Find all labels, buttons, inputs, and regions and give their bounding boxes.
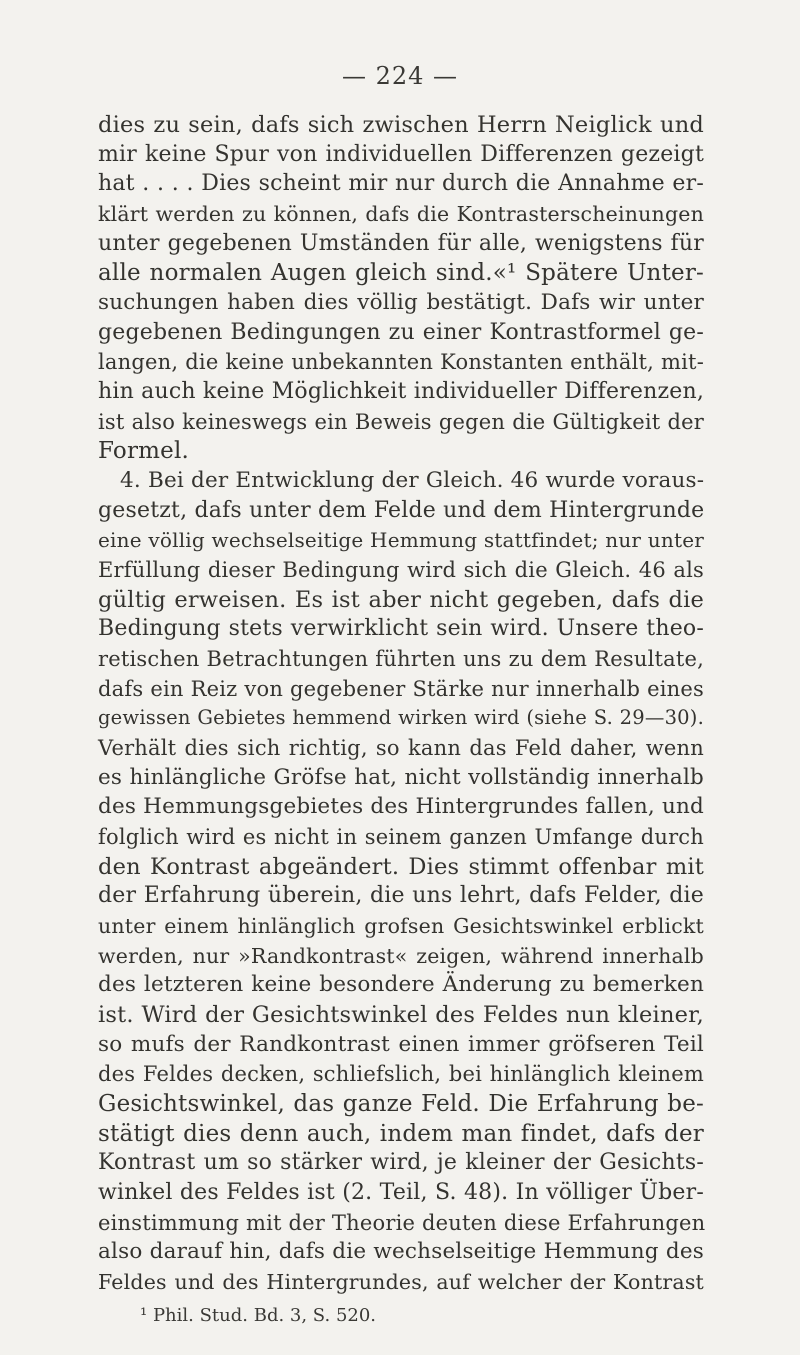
- text-line: klärt werden zu können, dafs die Kontrasterscheinungen: [98, 202, 704, 226]
- text-line: es hinlängliche Gröfse hat, nicht vollständig innerhalb: [98, 765, 704, 790]
- text-line: gegebenen Bedingungen zu einer Kontrastformel ge-: [98, 320, 704, 345]
- text-line: des Hemmungsgebietes des Hintergrundes fallen, und: [98, 794, 704, 819]
- text-line: Verhält dies sich richtig, so kann das Feld daher, wenn: [98, 736, 704, 760]
- text-line: folglich wird es nicht in seinem ganzen Umfange durch: [98, 825, 704, 849]
- text-line: unter einem hinlänglich grofsen Gesichtswinkel erblickt: [98, 914, 704, 938]
- text-line: den Kontrast abgeändert. Dies stimmt offenbar mit: [98, 854, 704, 880]
- text-line: retischen Betrachtungen führten uns zu dem Resultate,: [98, 647, 704, 671]
- text-line: mir keine Spur von individuellen Differenzen gezeigt: [98, 142, 704, 167]
- text-line: dafs ein Reiz von gegebener Stärke nur innerhalb eines: [98, 677, 704, 701]
- text-line: stätigt dies denn auch, indem man findet, dafs der: [98, 1121, 704, 1147]
- text-line: werden, nur »Randkontrast« zeigen, während innerhalb: [98, 944, 704, 968]
- text-line: 4. Bei der Entwicklung der Gleich. 46 wurde voraus-: [120, 468, 705, 493]
- text-line: langen, die keine unbekannten Konstanten enthält, mit-: [98, 350, 704, 374]
- text-line: Gesichtswinkel, das ganze Feld. Die Erfahrung be-: [98, 1091, 704, 1117]
- text-line: dies zu sein, dafs sich zwischen Herrn Neiglick und: [98, 112, 704, 138]
- text-line: ist also keineswegs ein Beweis gegen die Gültigkeit der: [98, 410, 704, 434]
- text-line: Erfüllung dieser Bedingung wird sich die Gleich. 46 als: [98, 558, 704, 582]
- text-line: der Erfahrung überein, die uns lehrt, dafs Felder, die: [98, 883, 704, 908]
- text-line: eine völlig wechselseitige Hemmung stattfindet; nur unter: [98, 528, 704, 552]
- text-line: gesetzt, dafs unter dem Felde und dem Hintergrunde: [98, 498, 705, 523]
- page-number: — 224 —: [341, 62, 459, 90]
- text-line: ist. Wird der Gesichtswinkel des Feldes nun kleiner,: [98, 1002, 704, 1028]
- text-line: des letzteren keine besondere Änderung zu bemerken: [98, 972, 704, 997]
- text-line: winkel des Feldes ist (2. Teil, S. 48). In völliger Über-: [98, 1180, 704, 1205]
- footnote: ¹ Phil. Stud. Bd. 3, S. 520.: [140, 1305, 377, 1326]
- text-line: hin auch keine Möglichkeit individueller Differenzen,: [98, 379, 705, 404]
- text-line: Formel.: [98, 438, 190, 464]
- text-line: einstimmung mit der Theorie deuten diese Erfahrungen: [98, 1211, 706, 1235]
- text-line: gewissen Gebietes hemmend wirken wird (siehe S. 29—30).: [98, 706, 704, 729]
- text-line: suchungen haben dies völlig bestätigt. Dafs wir unter: [98, 290, 704, 315]
- text-line: also darauf hin, dafs die wechselseitige Hemmung des: [98, 1239, 704, 1264]
- text-line: gültig erweisen. Es ist aber nicht gegeben, dafs die: [98, 587, 704, 613]
- text-line: alle normalen Augen gleich sind.«¹ Spätere Unter-: [98, 260, 704, 286]
- text-line: Feldes und des Hintergrundes, auf welcher der Kontrast: [98, 1270, 704, 1294]
- text-line: des Feldes decken, schliefslich, bei hinlänglich kleinem: [98, 1062, 704, 1086]
- text-line: Kontrast um so stärker wird, je kleiner der Gesichts-: [98, 1150, 704, 1175]
- text-line: hat . . . . Dies scheint mir nur durch die Annahme er-: [98, 171, 704, 196]
- text-line: so mufs der Randkontrast einen immer gröfseren Teil: [98, 1032, 704, 1057]
- text-line: Bedingung stets verwirklicht sein wird. Unsere theo-: [98, 616, 704, 641]
- text-line: unter gegebenen Umständen für alle, wenigstens für: [98, 231, 704, 256]
